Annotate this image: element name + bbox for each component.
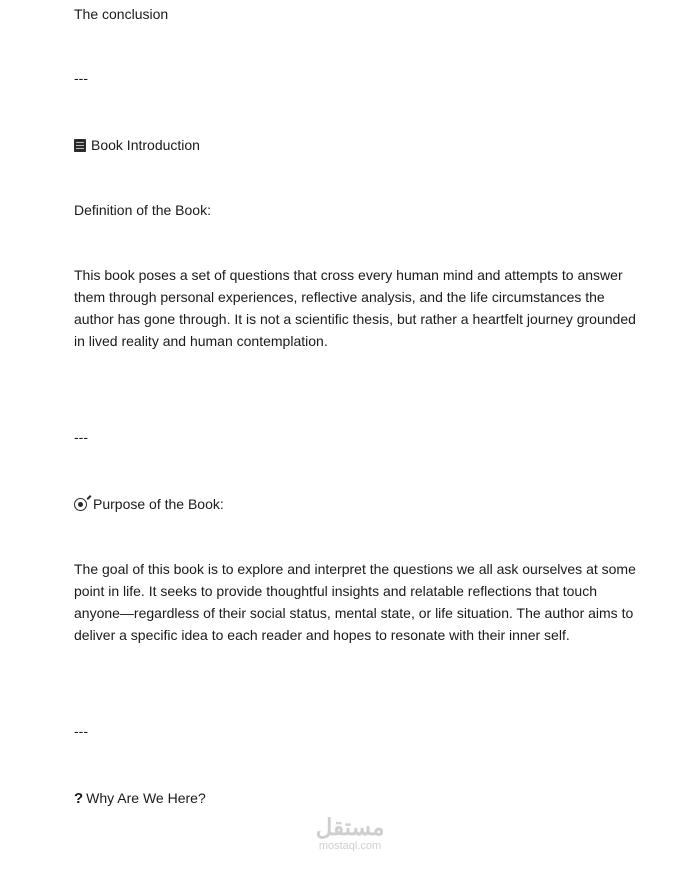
paragraph-line: anyone—regardless of their social status, mental state, or life situation. The author aims to [74,605,634,621]
paragraph-line: in lived reality and human contemplation. [74,333,328,349]
paragraph-line: them through personal experiences, reflective analysis, and the life circumstances the [74,289,605,305]
target-icon [74,498,87,511]
paragraph-line: point in life. It seeks to provide thoughtful insights and relatable reflections that touch [74,583,597,599]
book-introduction-heading [74,137,200,153]
purpose-heading [74,496,224,512]
watermark-url: mostaql.com [318,840,382,852]
conclusion-heading: The conclusion [74,6,169,22]
definition-paragraph [74,264,678,352]
separator: --- [74,429,88,445]
separator: --- [74,723,88,739]
why-are-we-here-heading [74,790,206,807]
book-introduction-title: Book Introduction [91,137,200,153]
paragraph-line: deliver a specific idea to each reader and hopes to resonate with their inner self. [74,627,570,643]
purpose-label: Purpose of the Book: [93,496,224,512]
question-icon: ? [74,790,84,807]
book-icon [74,139,86,152]
separator: --- [74,70,88,86]
mostaql-watermark [300,814,400,852]
watermark-logo: مستقل [315,814,385,840]
paragraph-line: This book poses a set of questions that cross every human mind and attempts to answer [74,267,623,283]
paragraph-line: The goal of this book is to explore and interpret the questions we all ask ourselves at some [74,561,636,577]
why-are-we-here-label: Why Are We Here? [86,790,206,806]
definition-label: Definition of the Book: [74,202,211,218]
purpose-paragraph [74,558,678,646]
paragraph-line: author has gone through. It is not a scientific thesis, but rather a heartfelt journey grounded [74,311,636,327]
